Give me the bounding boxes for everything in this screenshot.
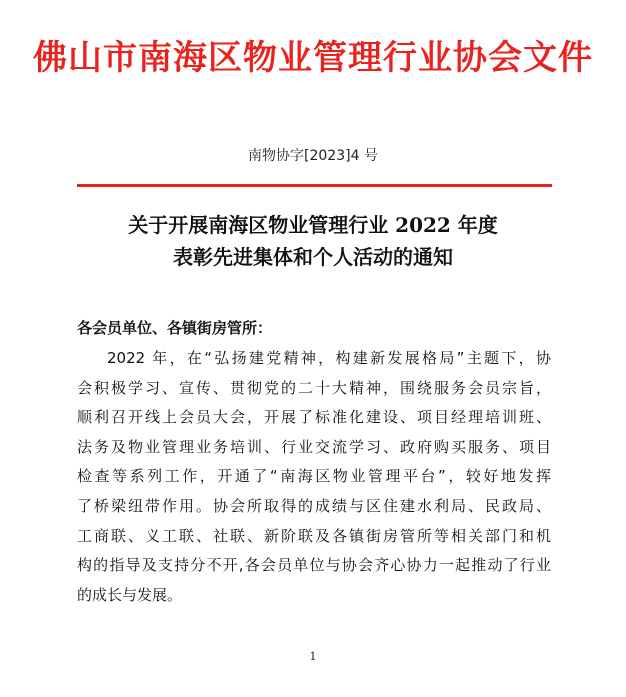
page-number: 1 xyxy=(309,650,317,663)
body-line: 检查等系列工作，开通了“南海区物业管理平台”，较好地发挥 xyxy=(77,467,551,486)
notice-title xyxy=(0,209,626,273)
body-line: 2022 年，在“弘扬建党精神，构建新发展格局”主题下，协 xyxy=(107,349,551,367)
body-line: 会积极学习、宣传、贯彻党的二十大精神，围绕服务会员宗旨， xyxy=(77,378,551,397)
body-line: 顺利召开线上会员大会，开展了标准化建设、项目经理培训班、 xyxy=(77,408,551,427)
body-line: 工商联、义工联、社联、新阶联及各镇街房管所等相关部门和机 xyxy=(77,526,551,545)
body-paragraph xyxy=(77,344,551,610)
body-line: 了桥梁纽带作用。协会所取得的成绩与区住建水利局、民政局、 xyxy=(77,496,551,515)
notice-title-line-2: 表彰先进集体和个人活动的通知 xyxy=(173,245,453,269)
body-line: 构的指导及支持分不开,各会员单位与协会齐心协力一起推动了行业 xyxy=(77,556,551,575)
document-number: 南物协字[2023]4 号 xyxy=(248,148,378,164)
body-line: 法务及物业管理业务培训、行业交流学习、政府购买服务、项目 xyxy=(77,437,551,456)
addressee: 各会员单位、各镇街房管所： xyxy=(77,319,273,337)
notice-title-line-1: 关于开展南海区物业管理行业 2022 年度 xyxy=(128,213,498,237)
red-divider-line xyxy=(77,184,552,187)
document-header-title: 佛山市南海区物业管理行业协会文件 xyxy=(33,38,593,78)
body-line: 的成长与发展。 xyxy=(77,585,183,604)
